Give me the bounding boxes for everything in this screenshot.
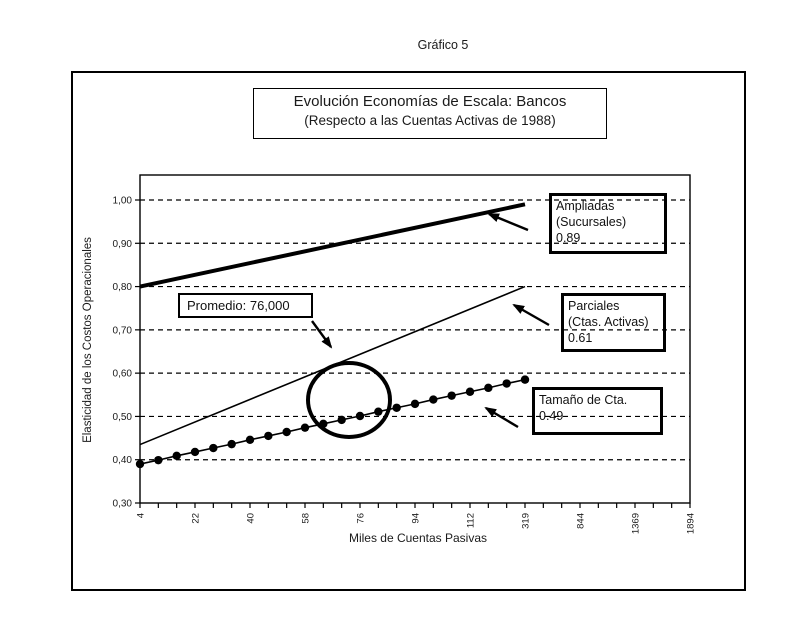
x-tick-label: 22 — [190, 513, 202, 524]
legend-tamano-value: 0.49 — [539, 409, 564, 423]
y-tick-label: 0,40 — [112, 455, 132, 467]
x-axis-title: Miles de Cuentas Pasivas — [348, 531, 488, 545]
legend-box-parciales — [561, 293, 666, 352]
figure-caption: Gráfico 5 — [417, 38, 469, 52]
y-tick-label: 0,60 — [112, 368, 132, 380]
legend-box-ampliadas — [549, 193, 667, 254]
x-tick-label: 58 — [300, 513, 312, 524]
x-tick-label: 1894 — [685, 513, 697, 535]
legend-parciales-value: 0.61 — [568, 331, 593, 345]
x-tick-label: 76 — [355, 513, 367, 524]
x-tick-label: 94 — [410, 513, 422, 524]
x-tick-label: 1369 — [630, 513, 642, 535]
y-tick-label: 0,90 — [112, 238, 132, 250]
y-axis-title: Elasticidad de los Costos Operacionales — [82, 237, 94, 443]
y-tick-label: 1,00 — [112, 195, 132, 207]
promedio-annotation-label: Promedio: 76,000 — [187, 298, 290, 313]
chart-subtitle: (Respecto a las Cuentas Activas de 1988) — [304, 113, 556, 128]
x-tick-label: 844 — [575, 513, 587, 529]
promedio-annotation-box — [178, 293, 313, 318]
x-tick-label: 40 — [245, 513, 257, 524]
chart-title-box — [253, 88, 607, 139]
legend-box-tamano — [532, 387, 663, 435]
legend-ampliadas-value: 0.89 — [556, 231, 581, 245]
legend-ampliadas-name: Ampliadas — [556, 199, 615, 213]
legend-ampliadas-detail: (Sucursales) — [556, 215, 627, 229]
x-tick-label: 319 — [520, 513, 532, 529]
y-tick-label: 0,80 — [112, 282, 132, 294]
legend-parciales-name: Parciales — [568, 299, 620, 313]
legend-tamano-name: Tamaño de Cta. — [539, 393, 628, 407]
y-tick-label: 0,30 — [112, 498, 132, 510]
y-tick-label: 0,50 — [112, 411, 132, 423]
chart-title: Evolución Economías de Escala: Bancos — [293, 93, 567, 110]
legend-parciales-detail: (Ctas. Activas) — [568, 315, 649, 329]
y-tick-label: 0,70 — [112, 325, 132, 337]
x-tick-label: 112 — [465, 513, 477, 529]
x-tick-label: 4 — [135, 513, 147, 519]
